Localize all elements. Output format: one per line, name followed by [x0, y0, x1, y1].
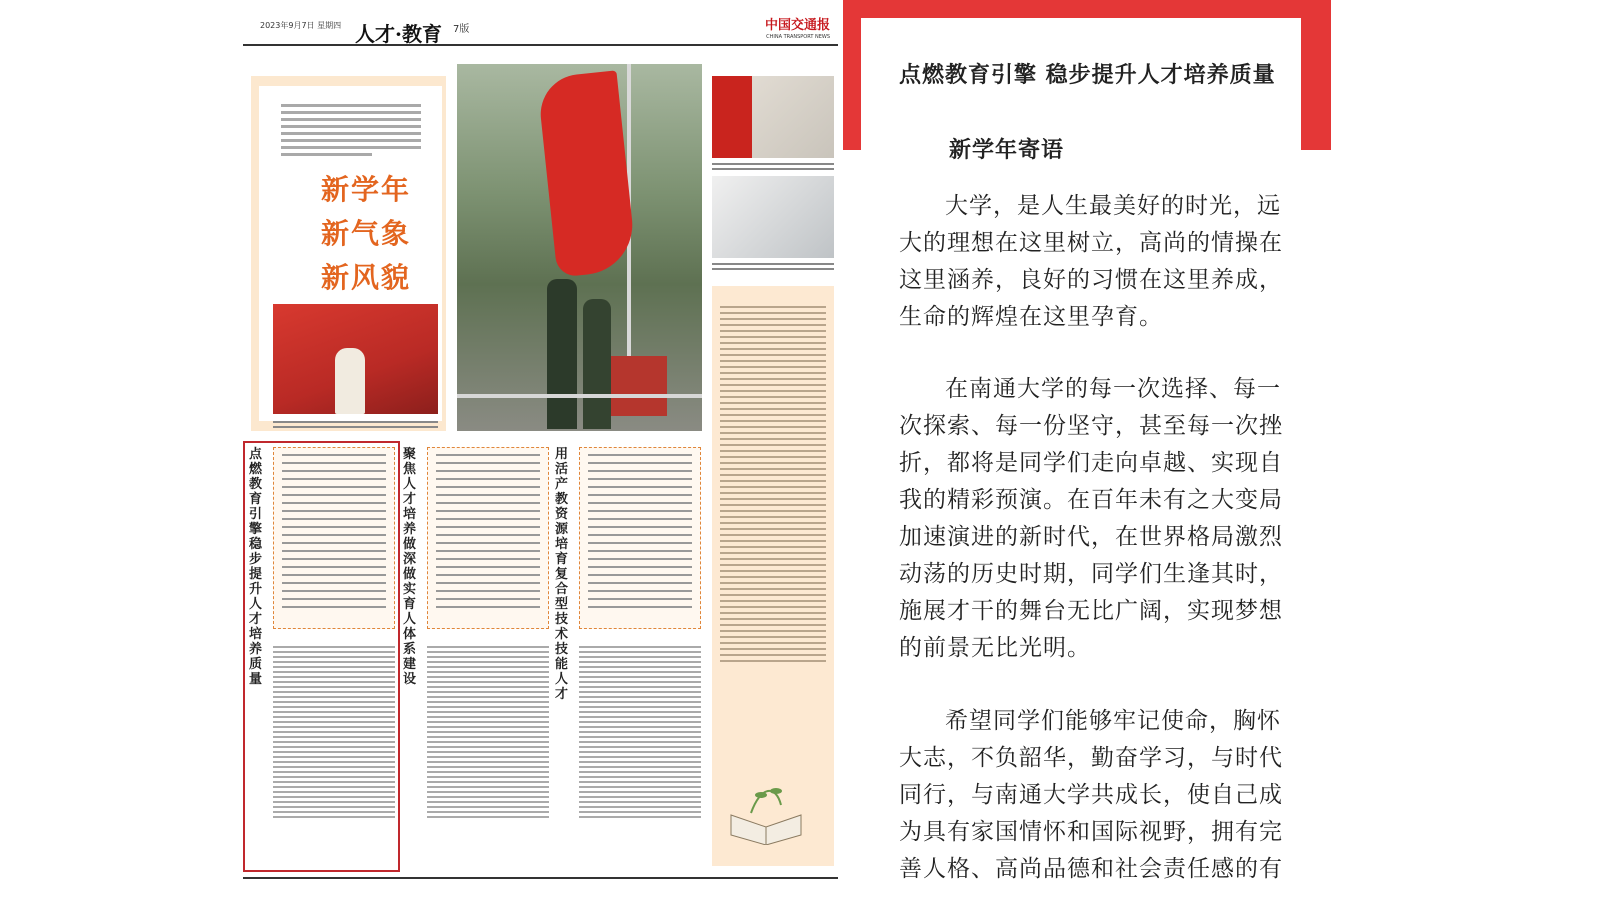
intro-text [281, 100, 421, 160]
photo-signature-wall [273, 304, 438, 414]
masthead-logo: 中国交通报 [764, 18, 830, 33]
article-3[interactable] [555, 447, 705, 872]
slogan-2: 新气象 [321, 217, 412, 250]
page-margin [1331, 0, 1600, 903]
reader-subtitle: 新学年寄语 [949, 138, 1065, 163]
article-2[interactable] [403, 447, 553, 872]
photo-enrollment [712, 76, 834, 158]
page-number: 7版 [453, 24, 470, 35]
reader-panel [843, 0, 1331, 903]
article-title: 聚焦人才培养 做深做实育人体系建设 [403, 447, 417, 687]
slogan-1: 新学年 [321, 173, 412, 206]
article-quote-box [427, 447, 549, 629]
reader-paragraph-3: 希望同学们能够牢记使命，胸怀大志，不负韶华，勤奋学习，与时代同行，与南通大学共成长，使自己成为具有家国情怀和国际视野，拥有完善人格、高尚品德和社会责任感的有 [899, 708, 1283, 882]
selected-article-highlight[interactable] [243, 441, 400, 872]
reader-card [861, 18, 1301, 903]
masthead-en: CHINA TRANSPORT NEWS [766, 34, 830, 40]
slogan-3: 新风貌 [321, 261, 412, 294]
reader-paragraph-2: 在南通大学的每一次选择、每一次探索、每一份坚守，甚至每一次挫折，都将是同学们走向卓越、实现自我的精彩预演。在百年未有之大变局加速演进的新时代，在世界格局激烈动荡的历史时期，同学们生逢其时，施展才干的舞台无比广阔，实现梦想的前景无比光明。 [899, 376, 1283, 661]
section-title: 人才·教育 [355, 22, 442, 46]
flag-icon [537, 70, 637, 277]
photo-lab [712, 176, 834, 258]
newspaper-header [243, 8, 838, 46]
article-body [427, 643, 549, 821]
photo-flag-raising [457, 64, 702, 431]
article-body [579, 643, 701, 821]
photo-caption [712, 160, 834, 173]
article-title: 点燃教育引擎 稳步提升人才培养质量 [249, 447, 263, 687]
article-title: 用活产教资源 培育复合型技术技能人才 [555, 447, 569, 702]
reader-paragraph-1: 大学，是人生最美好的时光，远大的理想在这里树立，高尚的情操在这里涵养，良好的习惯在这里养成，生命的辉煌在这里孕育。 [899, 193, 1283, 330]
photo-caption [712, 260, 834, 273]
book-illustration [721, 775, 811, 845]
photo-caption [273, 418, 438, 431]
issue-date: 2023年9月7日 星期四 [260, 21, 342, 30]
article-quote-box [579, 447, 701, 629]
reader-title: 点燃教育引擎 稳步提升人才培养质量 [899, 63, 1276, 88]
